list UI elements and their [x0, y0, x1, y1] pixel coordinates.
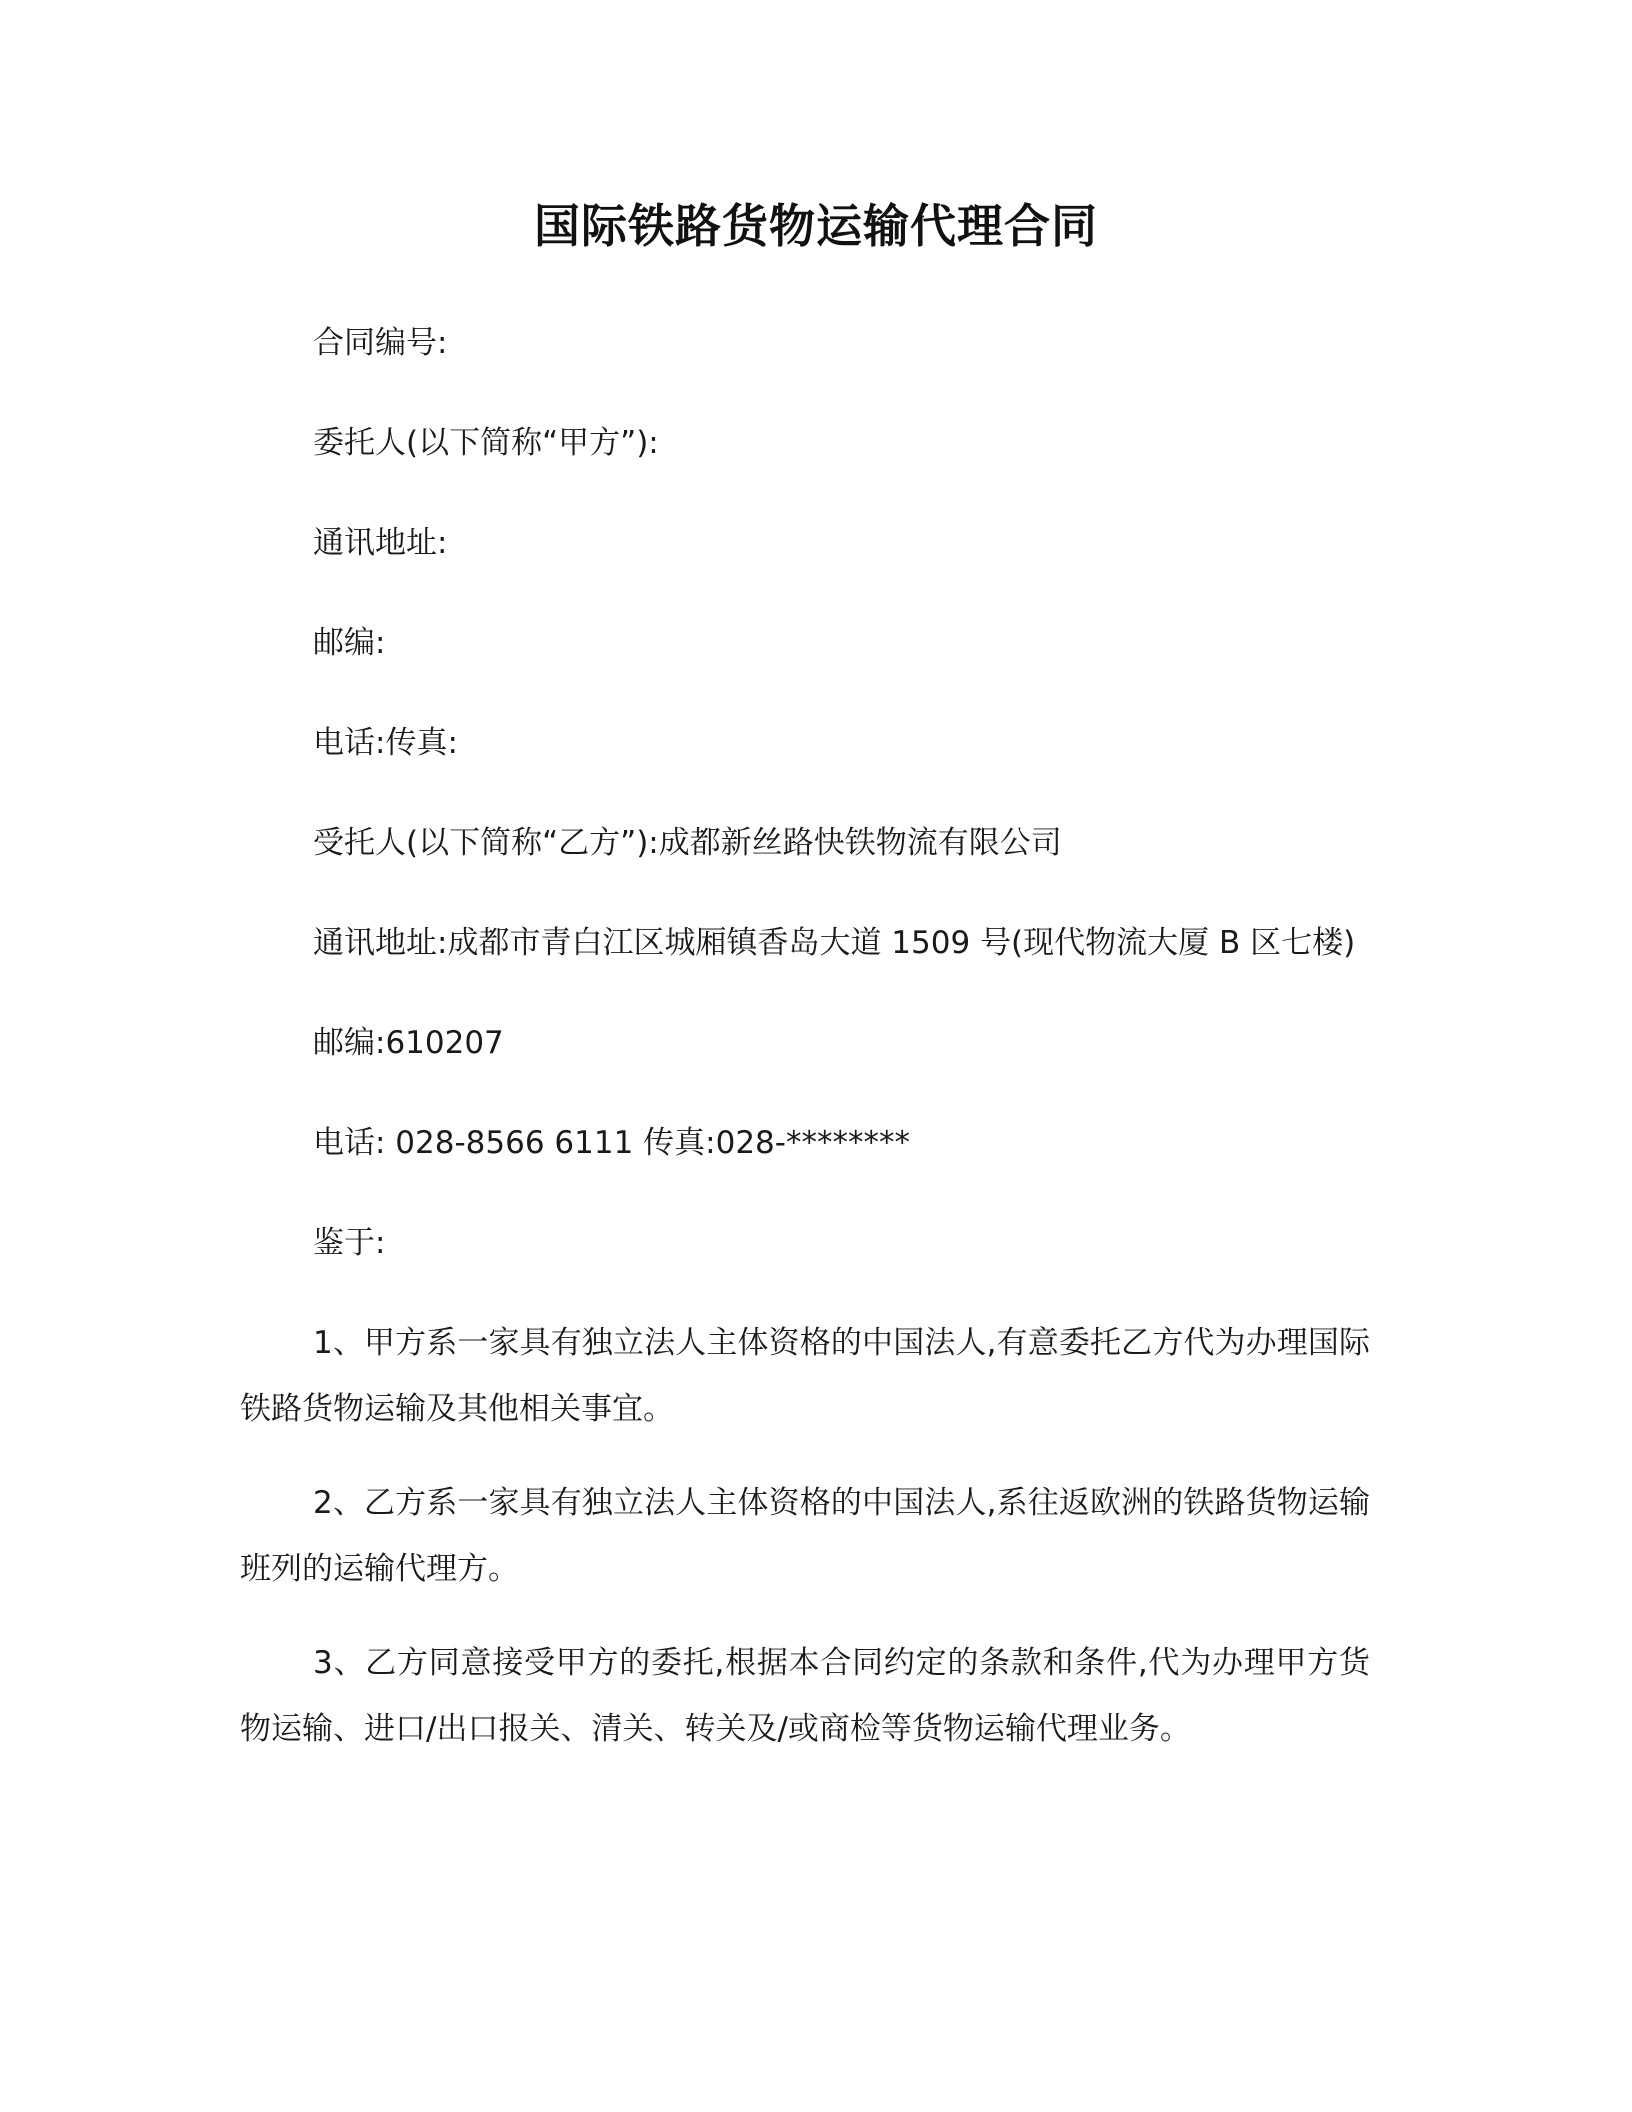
party-a-field: 委托人(以下简称“甲方”):: [313, 425, 659, 461]
party-b-postcode-field: 邮编:610207: [313, 1025, 504, 1061]
contract-number-field: 合同编号:: [313, 325, 448, 361]
party-a-phone-fax-field: 电话:传真:: [313, 725, 458, 761]
party-a-postcode-field: 邮编:: [313, 625, 386, 661]
document-title: 国际铁路货物运输代理合同: [534, 199, 1098, 253]
clause-1: 1、甲方系一家具有独立法人主体资格的中国法人,有意委托乙方代为办理国际铁路货物运输及其他相关事宜。: [240, 1325, 1370, 1427]
party-a-address-field: 通讯地址:: [313, 525, 448, 561]
clause-3: 3、乙方同意接受甲方的委托,根据本合同约定的条款和条件,代为办理甲方货物运输、进口/出口报关、清关、转关及/或商检等货物运输代理业务。: [240, 1645, 1370, 1747]
party-b-field: 受托人(以下简称“乙方”):成都新丝路快铁物流有限公司: [313, 825, 1062, 861]
party-b-phone-fax-field: 电话: 028-8566 6111 传真:028-********: [313, 1125, 910, 1161]
party-b-address-field: 通讯地址:成都市青白江区城厢镇香岛大道 1509 号(现代物流大厦 B 区七楼): [313, 925, 1356, 961]
clause-2: 2、乙方系一家具有独立法人主体资格的中国法人,系往返欧洲的铁路货物运输班列的运输代理方。: [240, 1485, 1370, 1587]
whereas-heading: 鉴于:: [313, 1225, 386, 1261]
